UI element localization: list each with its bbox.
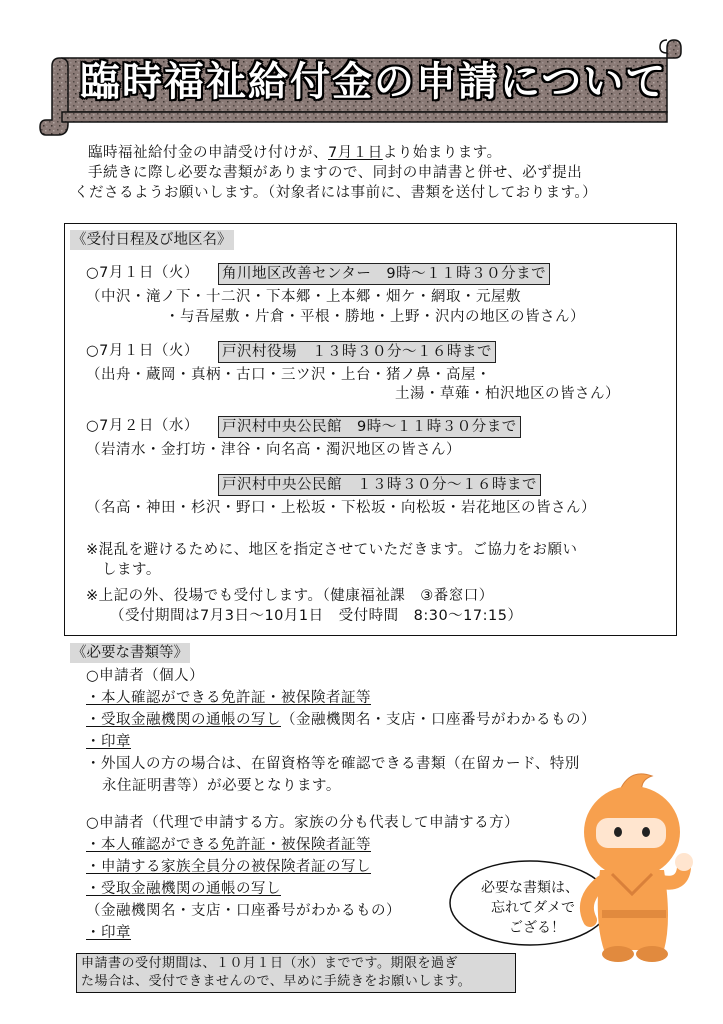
doc-item: ・外国人の方の場合は、在留資格等を確認できる書類（在留カード、特別 xyxy=(86,756,580,772)
schedule-note: ※混乱を避けるために、地区を指定させていただきます。ご協力をお願い xyxy=(86,542,578,558)
schedule-heading: 《受付日程及び地区名》 xyxy=(72,232,232,248)
doc-item xyxy=(86,710,596,730)
page-title: 臨時福祉給付金の申請について xyxy=(80,59,668,105)
footer-line: た場合は、受付できませんので、早めに手続きをお願いします。 xyxy=(81,974,472,989)
bubble-text: 忘れてダメで xyxy=(491,900,575,916)
footer-line: 申請書の受付期間は、１０月１日（水）までです。期限を過ぎ xyxy=(81,956,458,971)
doc-item-underlined: ・受取金融機関の通帳の写し xyxy=(86,712,281,728)
proxy-title: ○申請者（代理で申請する方。家族の分も代表して申請する方） xyxy=(86,815,520,831)
ninja-mascot-illustration xyxy=(560,770,720,970)
doc-item: ・印章 xyxy=(86,734,131,750)
schedule-note: ※上記の外、役場でも受付します。（健康福祉課 ③番窓口） xyxy=(86,588,494,604)
start-date: 7月１日 xyxy=(328,145,383,161)
doc-item: （金融機関名・支店・口座番号がわかるもの） xyxy=(86,903,401,919)
intro-line-1 xyxy=(88,143,502,163)
schedule-note: （受付期間は7月3日～10月1日 受付時間 8:30～17:15） xyxy=(110,608,523,624)
doc-item: 永住証明書等）が必要となります。 xyxy=(102,778,341,794)
documents-heading: 《必要な書類等》 xyxy=(72,645,188,661)
schedule-areas: ・与吾屋敷・片倉・平根・勝地・上野・沢内の地区の皆さん） xyxy=(165,309,585,325)
doc-item: ・本人確認ができる免許証・被保険者証等 xyxy=(86,690,371,706)
schedule-areas: 土湯・草薙・柏沢地区の皆さん） xyxy=(395,386,620,402)
footer-note xyxy=(76,953,516,993)
doc-item-detail: （金融機関名・支店・口座番号がわかるもの） xyxy=(281,712,596,728)
intro-line-3: くださるようお願いします。（対象者には事前に、書類を送付しております。） xyxy=(74,185,598,201)
intro-line-2: 手続きに際し必要な書類がありますので、同封の申請書と併せ、必ず提出 xyxy=(88,165,583,181)
doc-item: ・本人確認ができる免許証・被保険者証等 xyxy=(86,837,371,853)
schedule-areas: （名高・神田・杉沢・野口・上松坂・下松坂・向松坂・岩花地区の皆さん） xyxy=(86,500,596,516)
doc-item: ・申請する家族全員分の被保険者証の写し xyxy=(86,859,371,875)
schedule-venue: 戸沢村中央公民館 9時～１１時３０分まで xyxy=(218,416,521,438)
schedule-venue: 角川地区改善センター 9時～１１時３０分まで xyxy=(218,263,550,285)
schedule-date: ○7月２日（水） xyxy=(86,418,199,434)
schedule-venue: 戸沢村役場 １３時３０分～１６時まで xyxy=(218,341,496,363)
schedule-areas: （出舟・蔵岡・真柄・古口・三ツ沢・上台・猪ノ鼻・高屋・ xyxy=(86,367,491,383)
schedule-note: します。 xyxy=(102,562,161,578)
individual-title: ○申請者（個人） xyxy=(86,668,205,684)
bubble-text: 必要な書類は、 xyxy=(481,880,579,896)
bubble-text: ござる！ xyxy=(509,920,565,936)
schedule-date: ○7月１日（火） xyxy=(86,265,199,281)
schedule-date: ○7月１日（火） xyxy=(86,343,199,359)
doc-item: ・受取金融機関の通帳の写し xyxy=(86,881,281,897)
intro-text: より始まります。 xyxy=(382,145,502,161)
schedule-venue: 戸沢村中央公民館 １３時３０分～１６時まで xyxy=(218,474,541,496)
schedule-areas: （中沢・滝ノ下・十二沢・下本郷・上本郷・畑ケ・網取・元屋敷 xyxy=(86,289,521,305)
schedule-areas: （岩清水・金打坊・津谷・向名高・濁沢地区の皆さん） xyxy=(86,442,461,458)
doc-item: ・印章 xyxy=(86,925,131,941)
intro-text: 臨時福祉給付金の申請受け付けが、 xyxy=(88,145,328,161)
